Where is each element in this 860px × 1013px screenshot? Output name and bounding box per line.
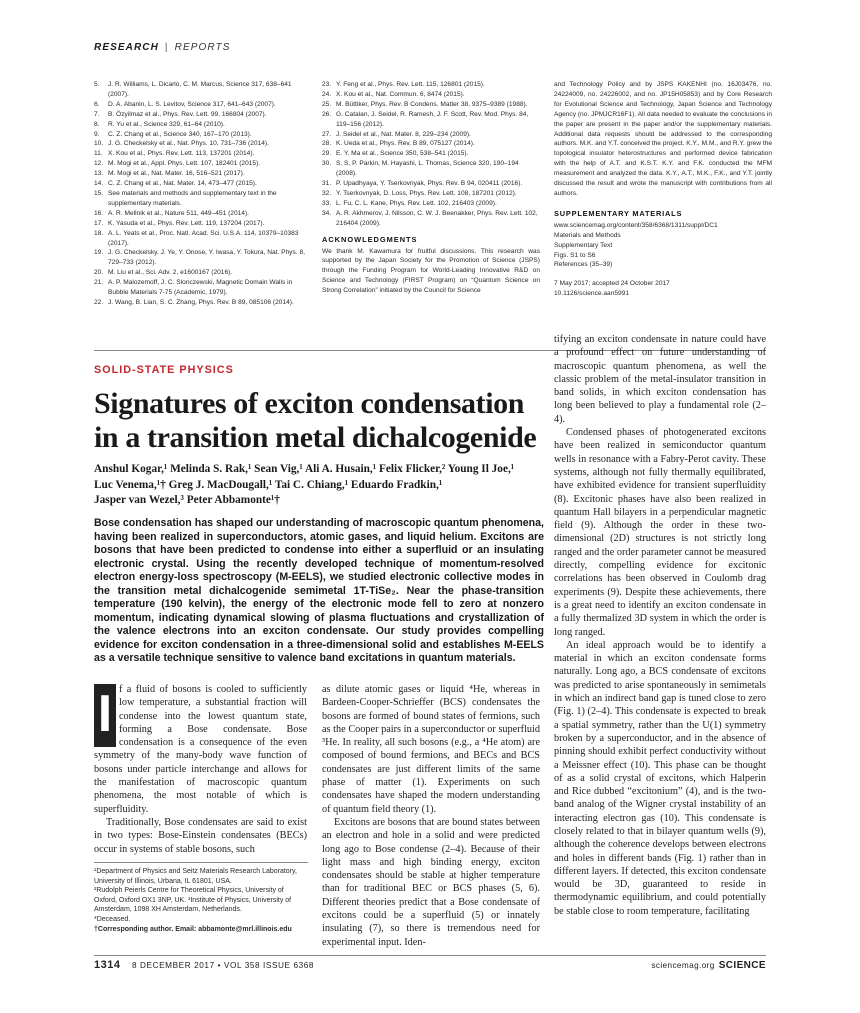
reference-item [94,278,308,298]
acknowledgments-text-continued: and Technology Policy and by JSPS KAKENHI (no. 16J03476, no. 24224009, no. 24226002, and no. JP15H05853) and by Core Research for Evolutional Science and Technology, Japan Science and Technology Agency (no. JPMJCR16F1). All data needed to evaluate the conclusions in the paper are present in the paper and/or the supplementary materials. Additional data requests should be addressed to the corresponding authors. M.K. and Y.T. conceived the project. K.Y., M.M., and R.Y. grew the topological insulator heterostructures and performed device fabrication with the help of A.T. and K.S.T. K.Y. and F.K. conducted the MFM measurement and analyzed the data. K.Y., A.T., M.K., F.K., and Y.T. jointly discussed the result and wrote the manuscript with contributions from all authors. [554,81,772,197]
supplementary-heading: SUPPLEMENTARY MATERIALS [554,208,683,218]
body-column-1 [94,683,307,856]
reference-item [94,130,308,140]
reference-number: 31. [322,180,332,188]
references-column-1 [94,80,308,308]
supplementary-line: Figs. S1 to S6 [554,251,596,259]
dates-block [554,279,772,299]
reference-item [94,189,308,209]
reference-text: J. Seidel et al., Nat. Mater. 8, 229–234 (2009). [336,130,471,138]
corresponding-author: †Corresponding author. Email: abbamonte@mrl.illinois.edu [94,925,292,933]
reference-number: 29. [322,150,332,158]
supplementary-line: Supplementary Text [554,241,613,249]
reference-text: B. Özyilmaz et al., Phys. Rev. Lett. 99, 166804 (2007). [108,110,267,118]
reference-item [94,209,308,219]
reference-item [322,189,540,199]
reference-text: J. Wang, B. Lian, S. C. Zhang, Phys. Rev. B 89, 085106 (2014). [108,298,294,306]
reference-text: M. Büttiker, Phys. Rev. B Condens. Matter 38, 9375–9389 (1988). [336,100,528,108]
reference-item [94,149,308,159]
affiliation-line: ²Rudolph Peierls Centre for Theoretical Physics, University of Oxford, Oxford OX1 3NP, UK. ³Institute of Physics, University of Amsterdam, 1098 XH Amsterdam, Netherlands. [94,887,292,914]
body-paragraph: f a fluid of bosons is cooled to sufficiently low temperature, a substantial fraction will condense into the lowest quantum state, forming a Bose condensate. Bose condensation is a consequence of the even symmetry of the many-body wave function of bosons under particle interchange and allows for the manifestation of macroscopic quantum phenomena, the most notable of which is superfluidity. [94,684,307,815]
supplementary-list [554,221,772,271]
reference-item [94,179,308,189]
supplementary-line: Materials and Methods [554,231,621,239]
page-footer [94,959,766,973]
date-line: 10.1126/science.aan5991 [554,290,630,298]
reference-text: A. R. Mellnik et al., Nature 511, 449–451 (2014). [108,209,249,217]
reference-number: 23. [322,81,332,88]
reference-number: 17. [94,219,104,227]
reference-item [94,298,308,308]
reference-text: C. Z. Chang et al., Science 340, 167–170 (2013). [108,130,252,138]
reference-text: See materials and methods and supplementary text in the supplementary materials. [108,189,277,207]
body-paragraph: An ideal approach would be to identify a material in which an exciton condensate forms naturally. Long ago, a BCS condensate of excitons was predicted to arise spontaneously in semimetals in which an indirect band gap is tuned close to zero (Fig. 1) (2–4). This condensate is expected to break a spatial symmetry, rather than the U(1) symmetry broken by a superconductor, and in the absence of pinning should exhibit perfect conductivity without a Meissner effect (10). This phase can be thought of as a solid crystal of excitons, which Halperin and Rice dubbed “excitonium” (4), and is the two-band analog of the Wigner crystal instability of an interacting electron gas (10). This condensate is closely related to that in bilayer quantum wells (9), although the coherence develops between electrons and holes in different bands (Fig. 1) rather than in different layers. If detected, this exciton condensate would be 3D, guaranteed to reside in thermodynamic equilibrium, and could potentially be stable close to room temperature, facilitating [554,639,766,917]
reference-item [322,80,540,90]
reference-number: 20. [94,269,104,277]
reference-text: M. Liu et al., Sci. Adv. 2, e1600167 (2016). [108,269,233,277]
author-line: Anshul Kogar,¹ Melinda S. Rak,¹ Sean Vig,¹ Ali A. Husain,¹ Felix Flicker,² Young Il Joe,¹ [94,463,515,475]
body-paragraph: Traditionally, Bose condensates are said to exist in two types: Bose-Einstein condensates (BECs) occur in systems of stable bosons, such [94,816,307,855]
reference-list [94,80,308,308]
reference-item [94,80,308,100]
reference-item [322,199,540,209]
acknowledgments-text: We thank M. Kawamura for fruitful discussions. This research was supported by the Japan Society for the Promotion of Science (JSPS) through the Funding Program for World-Leading Innovative R&D on Science and Technology (FIRST Program) on “Quantum Science on Strong Correlation” initiated by the Council for Science [322,247,540,295]
reference-text: L. Fu, C. L. Kane, Phys. Rev. Lett. 102, 216403 (2009). [336,199,497,207]
body-paragraph: Excitons are bosons that are bound states between an electron and hole in a solid and were predicted long ago to Bose condense (2–4). Because of their light mass and high binding energy, exciton condensates should be stable at higher temperature than for traditional BEC or BCS phases (5, 6). Different theories predict that a Bose condensate of excitons could be a superfluid (5) or innately insulating (7), so there is tremendous need for experimental input. Iden- [322,816,540,948]
reference-number: 28. [322,140,332,148]
reference-item [94,159,308,169]
reference-text: A. P. Malozemoff, J. C. Slonczewski, Magnetic Domain Walls in Bubble Materials 7-75 (Academic, 1979). [108,279,293,297]
reference-number: 19. [94,249,104,257]
reference-text: R. Yu et al., Science 329, 61–64 (2010). [108,120,225,128]
reference-number: 10. [94,140,104,148]
reference-item [322,90,540,100]
reference-text: G. Catalan, J. Seidel, R. Ramesh, J. F. Scott, Rev. Mod. Phys. 84, 119–156 (2012). [336,110,529,128]
reference-number: 14. [94,180,104,188]
reference-number: 25. [322,100,332,108]
reference-number: 11. [94,150,103,158]
reference-text: E. Y. Ma et al., Science 350, 538–541 (2015). [336,150,469,158]
reference-text: K. Yasuda et al., Phys. Rev. Lett. 119, 137204 (2017). [108,219,265,227]
reference-item [322,149,540,159]
reference-item [94,100,308,110]
reference-text: A. L. Yeats et al., Proc. Natl. Acad. Sci. U.S.A. 114, 10379–10383 (2017). [108,229,299,247]
body-column-2 [322,683,540,949]
author-line: Luc Venema,¹† Greg J. MacDougall,¹ Tai C. Chiang,¹ Eduardo Fradkin,¹ [94,478,443,491]
reference-number: 34. [322,209,332,217]
reference-number: 30. [322,160,332,168]
reference-item [94,139,308,149]
reference-text: J. G. Checkelsky et al., Nat. Phys. 10, 731–736 (2014). [108,140,269,148]
journal-site [651,960,766,971]
reference-text: Y. Feng et al., Phys. Rev. Lett. 115, 126801 (2015). [336,81,485,88]
reference-item [94,110,308,120]
journal-name: SCIENCE [718,960,766,971]
supplementary-line: References (35–39) [554,261,613,269]
reference-text: M. Mogi et al., Appl. Phys. Lett. 107, 182401 (2015). [108,160,261,168]
reference-text: P. Upadhyaya, Y. Tserkovnyak, Phys. Rev. B 94, 020411 (2016). [336,180,523,188]
reference-text: Y. Tserkovnyak, D. Loss, Phys. Rev. Lett. 108, 187201 (2012). [336,189,517,197]
body-paragraph: tifying an exciton condensate in nature could have a profound effect on future understanding of macroscopic quantum phenomena, as well the classic problem of the metal-insulator transition in band solids, in which exciton condensation has long been believed to play a fundamental role (2–4). [554,334,766,425]
site-url: sciencemag.org [651,961,715,970]
reference-text: X. Kou et al., Nat. Commun. 6, 8474 (2015). [336,90,465,98]
reference-number: 9. [94,130,100,138]
reference-text: K. Ueda et al., Phys. Rev. B 89, 075127 (2014). [336,140,475,148]
reference-item [322,209,540,229]
reference-number: 8. [94,120,100,128]
body-paragraph: as dilute atomic gases or liquid ⁴He, whereas in Bardeen-Cooper-Schrieffer (BCS) condensates the bosons are formed of bound states of fermions, such as the Cooper pairs in a superconductor or superfluid ³He. In reality, all such bosons (e.g., a ⁴He atom) are composed of bound fermions, and BECs and BCS condensates are just different limits of the same phase of matter (1). Experiments on such condensates have shaped the modern understanding of quantum field theory (1). [322,684,540,815]
article-title: Signatures of exciton condensation in a transition metal dichalcogenide [94,387,537,454]
reference-number: 7. [94,110,100,118]
body-paragraph: Condensed phases of photogenerated excitons have been realized in semiconductor quantum wells in resonance with a Fabry-Perot cavity. These systems, although not fully thermally equilibrated, have exhibited evidence for transient superfluidity (8). Excitonic phases have also been realized in quantum Hall bilayers in a perpendicular magnetic field (9). Although the order in these two-dimensional (2D) structures is not strictly long ranged and the order parameter cannot be measured directly, compelling evidence for excitonic correlations has been observed in Coulomb drag experiments (9). Despite these achievements, there is a great need to identify an exciton condensate in a fully thermalized 3D system in which the order is long ranged. [554,427,767,638]
reference-text: S. S. P. Parkin, M. Hayashi, L. Thomas, Science 320, 190–194 (2008). [336,160,519,178]
body-column-3 [554,333,766,918]
affiliation-line: ¹Department of Physics and Seitz Materials Research Laboratory, University of Illinois, Urbana, IL 61801, USA. [94,868,297,885]
reference-item [94,248,308,268]
running-head-section: RESEARCH [94,42,159,53]
reference-number: 26. [322,110,332,118]
drop-cap: I [94,684,116,747]
reference-number: 12. [94,160,104,168]
reference-text: C. Z. Chang et al., Nat. Mater. 14, 473–477 (2015). [108,180,257,188]
supplementary-line: www.sciencemag.org/content/358/6368/1311/suppl/DC1 [554,221,718,229]
reference-number: 16. [94,209,104,217]
acknowledgments-heading: ACKNOWLEDGMENTS [322,234,418,244]
reference-item [322,110,540,130]
reference-number: 22. [94,298,104,306]
reference-number: 6. [94,100,100,108]
reference-item [94,268,308,278]
running-head [94,42,230,53]
reference-number: 5. [94,81,100,88]
reference-item [94,229,308,249]
reference-item [322,100,540,110]
reference-text: D. A. Abanin, L. S. Levitov, Science 317, 641–643 (2007). [108,100,276,108]
author-list [94,462,544,509]
reference-item [322,179,540,189]
issue-date: 8 DECEMBER 2017 • VOL 358 ISSUE 6368 [132,961,315,970]
reference-number: 15. [94,189,104,197]
reference-item [322,130,540,140]
reference-text: X. Kou et al., Phys. Rev. Lett. 113, 137201 (2014). [108,150,255,158]
affiliations [94,862,308,934]
affiliation-list [94,867,308,925]
footer-divider [94,955,766,956]
reference-number: 33. [322,199,332,207]
running-head-separator: | [164,42,169,53]
reference-number: 21. [94,279,104,287]
reference-item [94,169,308,179]
references-column-2 [322,80,540,296]
abstract: Bose condensation has shaped our understanding of macroscopic quantum phenomena, having been realized in superconductors, atomic gases, and liquid helium. Excitons are bosons that have been predicted to condense into either a superfluid or an insulating electronic crystal. Using the recently developed technique of momentum-resolved electron energy-loss spectroscopy (M-EELS), we studied electronic collective modes in the transition metal dichalcogenide semimetal 1T-TiSe₂. Near the phase-transition temperature (190 kelvin), the energy of the electronic mode fell to zero at nonzero momentum, indicating dynamical slowing of plasma fluctuations and crystallization of the valence electrons into an exciton condensate. Our study provides compelling evidence for exciton condensation in a three-dimensional solid and establishes M-EELS as a versatile technique sensitive to valence band excitations in quantum materials. [94,517,544,664]
reference-number: 32. [322,189,332,197]
page-number: 1314 [94,959,121,971]
author-line: Jasper van Wezel,³ Peter Abbamonte¹† [94,494,280,506]
section-label: SOLID-STATE PHYSICS [94,364,234,376]
date-line: 7 May 2017; accepted 24 October 2017 [554,280,670,288]
reference-text: A. R. Akhmerov, J. Nilsson, C. W. J. Beenakker, Phys. Rev. Lett. 102, 216404 (2009). [336,209,538,227]
reference-item [94,120,308,130]
reference-text: J. R. Williams, L. Dicarlo, C. M. Marcus, Science 317, 638–641 (2007). [108,81,292,98]
reference-list [322,80,540,229]
reference-number: 27. [322,130,332,138]
reference-text: M. Mogi et al., Nat. Mater. 16, 516–521 (2017). [108,170,245,178]
reference-text: J. G. Checkelsky, J. Ye, Y. Onose, Y. Iwasa, Y. Tokura, Nat. Phys. 8, 729–733 (2012). [108,249,305,267]
reference-item [94,219,308,229]
affiliation-line: *Deceased. [94,915,131,923]
running-head-subsection: REPORTS [174,42,231,53]
reference-number: 24. [322,90,332,98]
reference-number: 13. [94,170,104,178]
reference-number: 18. [94,229,104,237]
reference-item [322,139,540,149]
reference-item [322,159,540,179]
references-column-3 [554,80,772,299]
